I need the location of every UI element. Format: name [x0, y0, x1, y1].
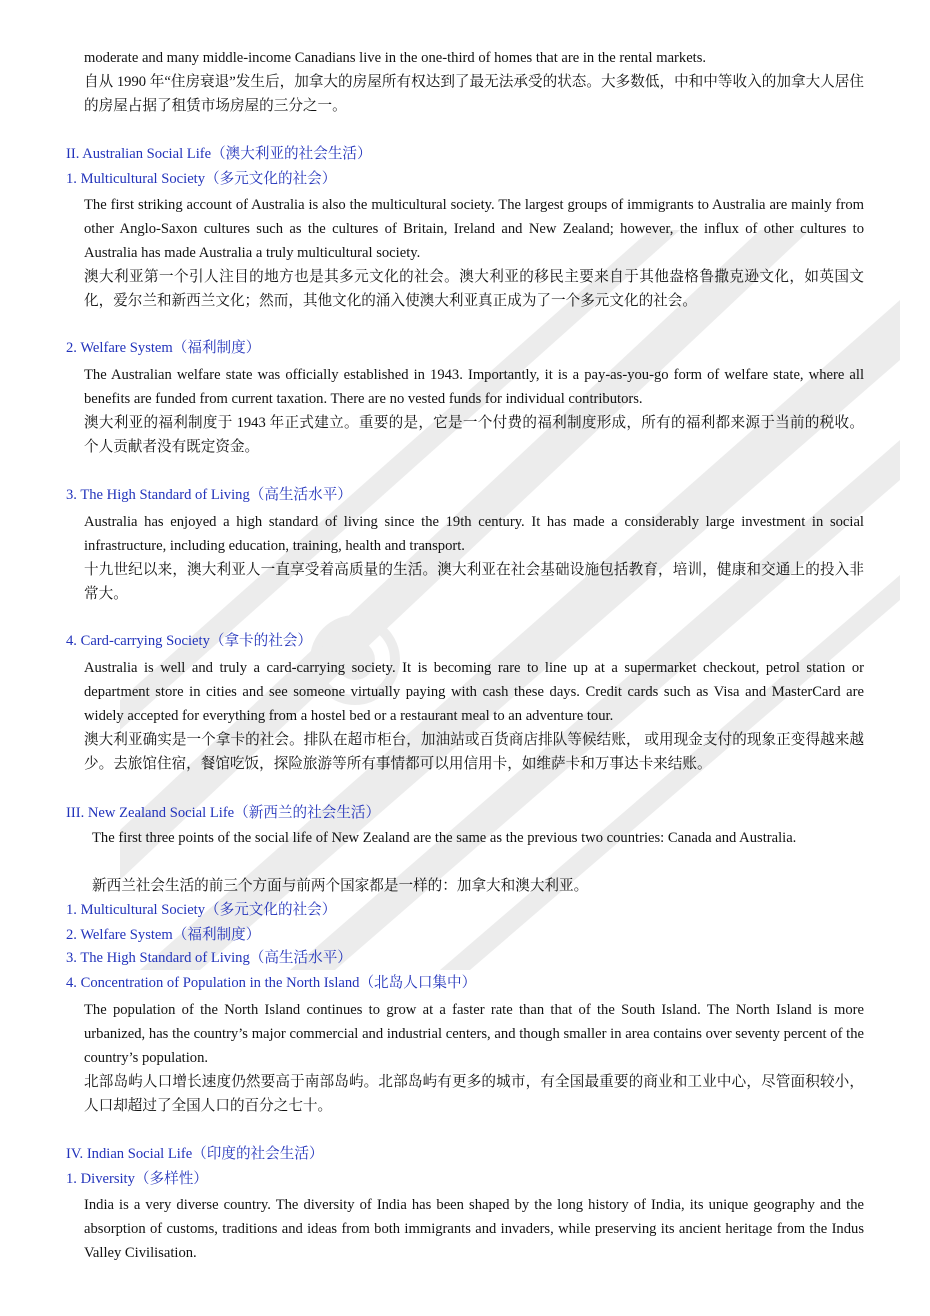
new-zealand-list-item: 3. The High Standard of Living（高生活水平）	[66, 950, 352, 966]
australia-item-chinese: 十九世纪以来，澳大利亚人一直享受着高质量的生活。澳大利亚在社会基础设施包括教育，培训，健康和交通上的投入非常大。	[84, 562, 864, 602]
new-zealand-list-item: 1. Multicultural Society（多元文化的社会）	[66, 902, 337, 918]
section-heading-new-zealand: III. New Zealand Social Life（新西兰的社会生活）	[66, 805, 381, 821]
australia-item-chinese: 澳大利亚第一个引人注目的地方也是其多元文化的社会。澳大利亚的移民主要来自于其他盎格鲁撒克逊文化，如英国文化，爱尔兰和新西兰文化；然而，其他文化的涌入使澳大利亚真正成为了一个多元文化的社会。	[84, 269, 864, 309]
australia-item-english: Australia is well and truly a card-carrying society. It is becoming rare to line up at a supermarket checkout, petrol station or department store in cities and see someone virtually paying with cash these days. Credit cards such as Visa and MasterCard are widely accepted for everything from a hostel bed or a restaurant meal to an adventure tour.	[84, 660, 864, 724]
australia-item-english: Australia has enjoyed a high standard of living since the 19th century. It has made a considerably large investment in social infrastructure, including education, training, health and transport.	[84, 514, 864, 554]
new-zealand-list-item: 4. Concentration of Population in the North Island（北岛人口集中）	[66, 975, 477, 991]
new-zealand-intro-chinese: 新西兰社会生活的前三个方面与前两个国家都是一样的：加拿大和澳大利亚。	[92, 878, 589, 894]
australia-item-heading: 1. Multicultural Society（多元文化的社会）	[66, 171, 337, 187]
section-heading-australia: II. Australian Social Life（澳大利亚的社会生活）	[66, 146, 372, 162]
new-zealand-item4-english: The population of the North Island continues to grow at a faster rate than that of the South Island. The North Island is more urbanized, has the country’s major commercial and industrial centers, and though smaller in area contains over seventy percent of the country’s population.	[84, 1002, 864, 1066]
new-zealand-intro-english: The first three points of the social life of New Zealand are the same as the previous two countries: Canada and Australia.	[92, 830, 797, 846]
australia-item-heading: 3. The High Standard of Living（高生活水平）	[66, 487, 352, 503]
australia-item-english: The Australian welfare state was officially established in 1943. Importantly, it is a pay-as-you-go form of welfare state, where all benefits are funded from current taxation. There are no vested funds for individual contributors.	[84, 367, 864, 407]
australia-item-heading: 2. Welfare System（福利制度）	[66, 340, 261, 356]
australia-item-english: The first striking account of Australia is also the multicultural society. The largest groups of immigrants to Australia are mainly from other Anglo-Saxon cultures such as the cultures of Britain, Ireland and New Zealand; however, the influx of other cultures to Australia has made Australia a truly multicultural society.	[84, 197, 864, 261]
intro-english: moderate and many middle-income Canadians live in the one-third of homes that are in the rental markets.	[84, 50, 707, 66]
australia-item-chinese: 澳大利亚的福利制度于 1943 年正式建立。重要的是，它是一个付费的福利制度形成，所有的福利都来源于当前的税收。个人贡献者没有既定资金。	[84, 415, 864, 455]
australia-item-heading: 4. Card-carrying Society（拿卡的社会）	[66, 633, 313, 649]
india-item-heading: 1. Diversity（多样性）	[66, 1171, 208, 1187]
section-heading-india: IV. Indian Social Life（印度的社会生活）	[66, 1146, 324, 1162]
new-zealand-item4-chinese: 北部岛屿人口增长速度仍然要高于南部岛屿。北部岛屿有更多的城市，有全国最重要的商业和工业中心，尽管面积较小，人口却超过了全国人口的百分之七十。	[84, 1074, 864, 1114]
intro-chinese: 自从 1990 年“住房衰退”发生后，加拿大的房屋所有权达到了最无法承受的状态。大多数低，中和中等收入的加拿大人居住的房屋占据了租赁市场房屋的三分之一。	[84, 74, 864, 114]
new-zealand-list-item: 2. Welfare System（福利制度）	[66, 927, 261, 943]
australia-item-chinese: 澳大利亚确实是一个拿卡的社会。排队在超市柜台，加油站或百货商店排队等候结账， 或用现金支付的现象正变得越来越少。去旅馆住宿，餐馆吃饭，探险旅游等所有事情都可以用信用卡，如维萨卡和万事达卡来结账。	[84, 732, 864, 772]
india-item-english: India is a very diverse country. The diversity of India has been shaped by the long history of India, its unique geography and the absorption of customs, traditions and ideas from both immigrants and invaders, while preserving its ancient heritage from the Indus Valley Civilisation.	[84, 1197, 864, 1261]
